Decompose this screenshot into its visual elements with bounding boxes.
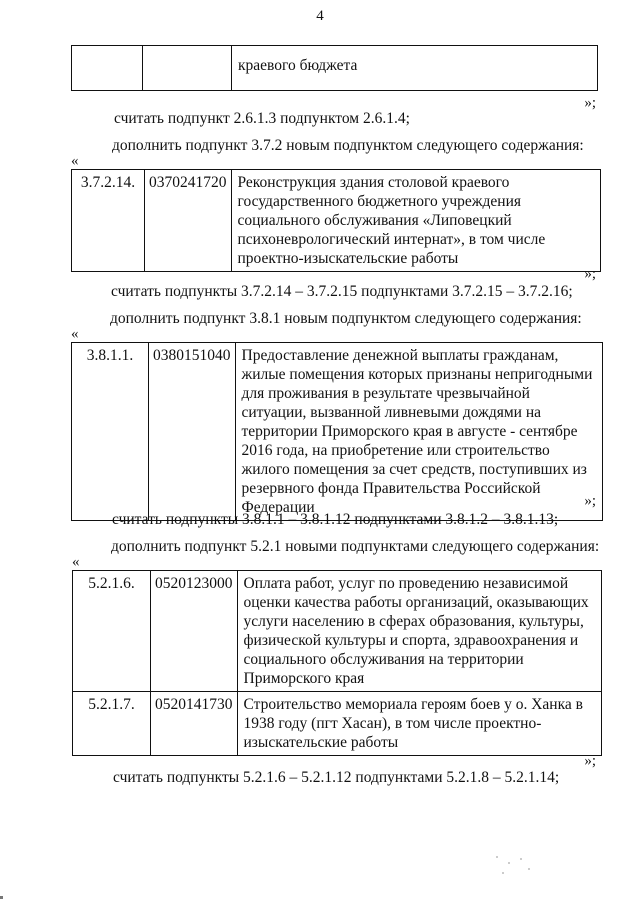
item-code-cell: 0380151040	[149, 343, 236, 521]
closing-quote: »;	[584, 95, 596, 111]
item-description-cell: краевого бюджета	[232, 46, 598, 91]
scan-speck	[508, 862, 510, 864]
item-description-cell: Реконструкция здания столовой краевого государственного бюджетного учреждения социального обслуживания «Липовецкий психоневрологический интернат», в том числе проектно-изыскательские работы	[231, 170, 601, 272]
closing-quote: »;	[584, 493, 596, 509]
item-code-cell	[143, 46, 232, 91]
item-number-cell: 5.2.1.7.	[73, 692, 151, 756]
page-number: 4	[316, 8, 324, 24]
table-row	[73, 692, 602, 756]
table-row	[72, 170, 601, 272]
scan-speck	[520, 858, 522, 860]
item-code-cell: 0520123000	[151, 571, 238, 692]
opening-quote: «	[72, 554, 80, 570]
item-number-cell	[72, 46, 143, 91]
paragraph-add-5-2-1: дополнить подпункт 5.2.1 новыми подпунктами следующего содержания:	[111, 538, 600, 555]
paragraph-renumber-3-7-2: считать подпункты 3.7.2.14 – 3.7.2.15 подпунктами 3.7.2.15 – 3.7.2.16;	[111, 283, 573, 300]
closing-quote: »;	[584, 753, 596, 769]
opening-quote: «	[71, 153, 79, 169]
item-number-cell: 5.2.1.6.	[73, 571, 151, 692]
table-row	[73, 571, 602, 692]
paragraph-renumber-5-2-1: считать подпункты 5.2.1.6 – 5.2.1.12 подпунктами 5.2.1.8 – 5.2.1.14;	[113, 769, 560, 786]
item-description-cell: Оплата работ, услуг по проведению независимой оценки качества работы организаций, оказывающих услуги населению в сферах образования, культуры, физической культуры и спорта, здравоохранения и социального обслуживания на территории Приморского края	[237, 571, 602, 692]
paragraph-add-3-7-2: дополнить подпункт 3.7.2 новым подпунктом следующего содержания:	[112, 137, 584, 154]
item-number-cell: 3.7.2.14.	[72, 170, 145, 272]
item-code-cell: 0520141730	[151, 692, 238, 756]
scan-speck	[496, 856, 498, 858]
budget-table-5-2-1	[72, 570, 602, 756]
scan-speck	[528, 868, 530, 870]
item-number-cell: 3.8.1.1.	[72, 343, 149, 521]
paragraph-add-3-8-1: дополнить подпункт 3.8.1 новым подпунктом следующего содержания:	[110, 310, 582, 327]
budget-table-continuation	[71, 45, 598, 91]
budget-table-3-8-1	[71, 342, 603, 521]
budget-table-3-7-2	[71, 169, 601, 272]
item-description-cell: Строительство мемориала героям боев у о. Ханка в 1938 году (пгт Хасан), в том числе проектно-изыскательские работы	[237, 692, 602, 756]
closing-quote: »;	[584, 266, 596, 282]
item-code-cell: 0370241720	[145, 170, 232, 272]
paragraph-renumber-3-8-1: считать подпункты 3.8.1.1 – 3.8.1.12 подпунктами 3.8.1.2 – 3.8.1.13;	[112, 511, 559, 528]
scan-speck	[0, 896, 3, 899]
opening-quote: «	[71, 326, 79, 342]
table-row	[72, 46, 598, 91]
paragraph-renumber-2-6: считать подпункт 2.6.1.3 подпунктом 2.6.1.4;	[114, 110, 410, 127]
item-description-cell: Предоставление денежной выплаты гражданам, жилые помещения которых признаны непригодными для проживания в результате чрезвычайной ситуации, вызванной ливневыми дождями на территории Приморского края в августе - сентябре 2016 года, на приобретение или строительство жилого помещения за счет средств, поступивших из резервного фонда Правительства Российской Федерации	[235, 343, 603, 521]
scan-speck	[502, 872, 504, 874]
table-row	[72, 343, 603, 521]
